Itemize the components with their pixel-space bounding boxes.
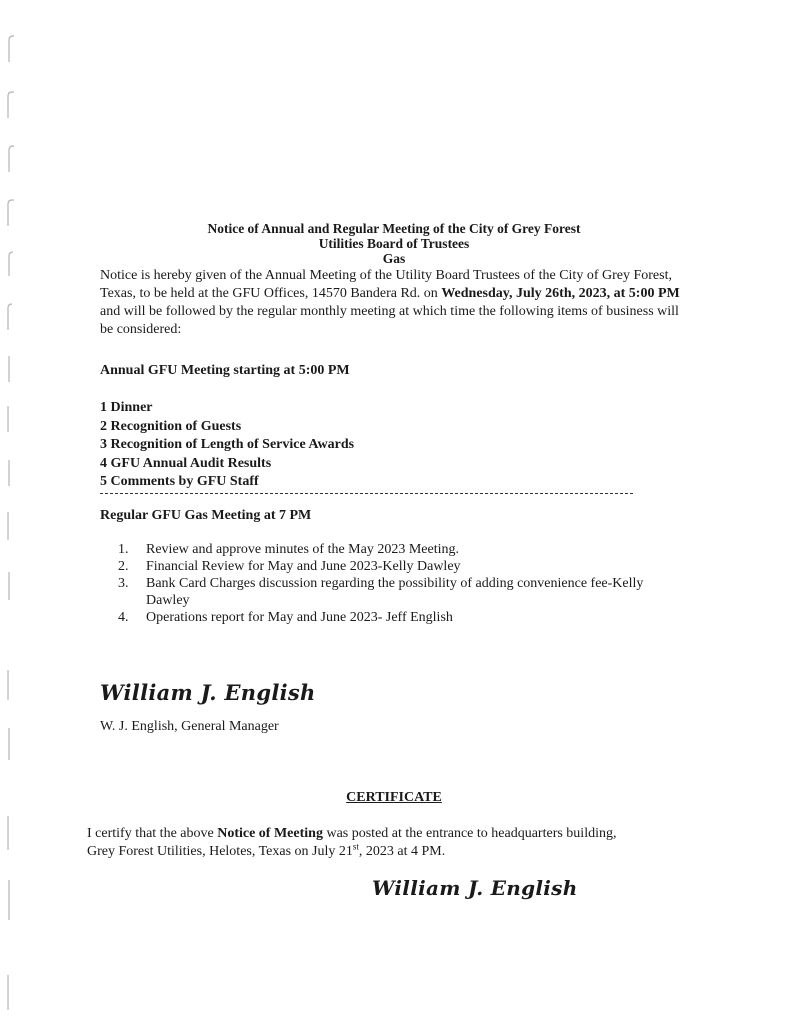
annual-agenda-list [100,399,354,492]
list-item: 1 Dinner [100,400,153,415]
certificate-heading: CERTIFICATE [346,790,442,805]
meeting-date: Wednesday, July 26th, 2023, at 5:00 PM [441,286,680,301]
certificate-signature: William J. English [372,876,578,900]
list-item [118,542,678,559]
certificate-text-end: , 2023 at 4 PM. [358,844,446,859]
list-item [118,610,678,627]
certificate-text-start: I certify that the above [87,826,218,841]
list-item-text: Financial Review for May and June 2023-Kelly Dawley [146,559,461,574]
intro-text-start: Notice is hereby given of the Annual Meeting of the Utility Board Trustees of the City of Grey Forest, Texas, to be held at the GFU Offices, 14570 Bandera Rd. on [100,268,672,301]
section-divider [100,493,633,494]
list-item-text: Bank Card Charges discussion regarding the possibility of adding convenience fee-Kelly Dawley [146,576,644,608]
list-item-number: 1. [118,542,129,557]
certificate-paragraph [87,825,647,861]
scan-binder-marks [0,0,20,1024]
regular-meeting-heading: Regular GFU Gas Meeting at 7 PM [100,508,312,523]
list-item: 5 Comments by GFU Staff [100,474,259,489]
annual-meeting-heading: Annual GFU Meeting starting at 5:00 PM [100,363,350,378]
list-item-number: 3. [118,576,129,591]
date-ordinal-suffix: st [352,841,359,852]
signer-name-title: W. J. English, General Manager [100,719,279,734]
list-item [118,576,678,609]
certificate-bold-phrase: Notice of Meeting [217,826,323,841]
list-item-number: 4. [118,609,129,625]
notice-title-line-2: Utilities Board of Trustees [318,236,470,251]
notice-intro-paragraph [100,267,680,339]
notice-title-line-1: Notice of Annual and Regular Meeting of the City of Grey Forest [207,221,581,236]
list-item-number: 2. [118,559,129,574]
certificate-text-middle: was posted at the entrance to headquarters building, Grey Forest Utilities, Helotes, Texas on July 21 [87,826,617,859]
list-item-text: Review and approve minutes of the May 2023 Meeting. [146,542,459,557]
notice-title-line-3: Gas [382,251,406,266]
list-item: 2 Recognition of Guests [100,418,242,434]
intro-text-end: and will be followed by the regular monthly meeting at which time the following items of business will be considered: [100,304,679,337]
list-item: 4 GFU Annual Audit Results [100,455,272,471]
manager-signature: William J. English [100,680,316,705]
list-item [118,559,678,576]
regular-agenda-list [118,542,678,627]
list-item-text: Operations report for May and June 2023- Jeff English [146,609,453,625]
list-item: 3 Recognition of Length of Service Awards [100,437,355,452]
